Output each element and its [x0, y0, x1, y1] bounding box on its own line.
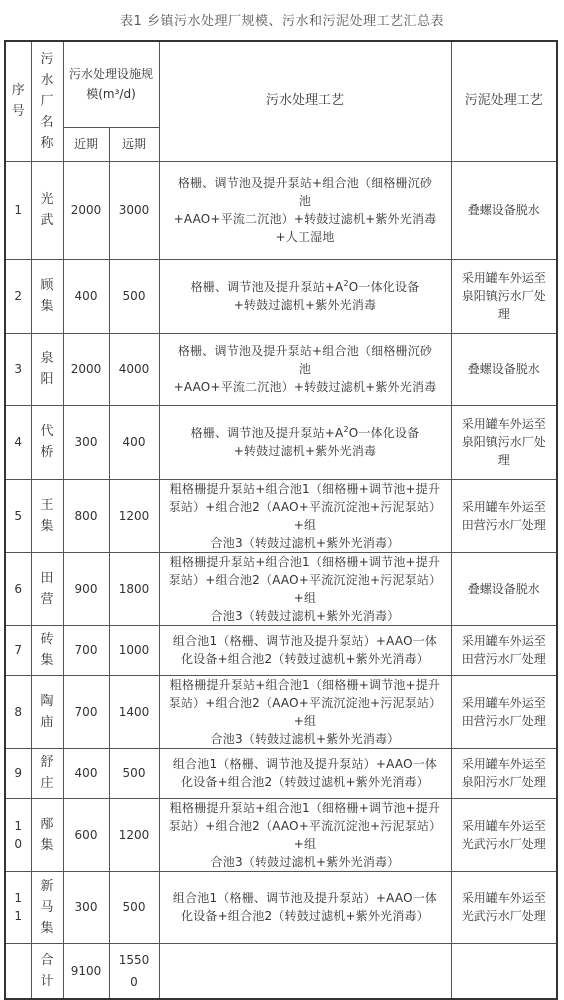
sewage-process: 组合池1（格栅、调节池及提升泵站）+AAO一体 化设备+组合池2（转鼓过滤机+紫外光消毒）: [159, 748, 451, 798]
sludge-process: 采用罐车外运至 田营污水厂处理: [451, 625, 557, 675]
row-number: 7: [5, 625, 31, 675]
table-row: [5, 871, 557, 943]
row-number: 3: [5, 333, 31, 405]
near-term-scale: 2000: [63, 333, 109, 405]
sewage-process: 粗格栅提升泵站+组合池1（细格栅+调节池+提升 泵站）+组合池2（AAO+平流沉淀池+污泥泵站）+组 合池3（转鼓过滤机+紫外光消毒）: [159, 798, 451, 871]
near-term-scale: 400: [63, 259, 109, 333]
far-term-scale: 1000: [109, 625, 159, 675]
header-near-term: 近期: [63, 127, 109, 161]
total-far-term: 15500: [109, 943, 159, 999]
far-term-scale: 1800: [109, 552, 159, 625]
sewage-process: 格栅、调节池及提升泵站$+A^2O$一体化设备 +转鼓过滤机+紫外光消毒: [159, 259, 451, 333]
table-row: [5, 259, 557, 333]
plant-name: 泉 阳: [31, 333, 63, 405]
near-term-scale: 400: [63, 748, 109, 798]
sludge-process: 采用罐车外运至 田营污水厂处理: [451, 675, 557, 748]
row-number: 9: [5, 748, 31, 798]
sludge-process: 采用罐车外运至 田营污水厂处理: [451, 479, 557, 552]
plant-name: 王 集: [31, 479, 63, 552]
table-row: [5, 625, 557, 675]
plant-name: 田 营: [31, 552, 63, 625]
sewage-process: 格栅、调节池及提升泵站$+A^2O$一体化设备 +转鼓过滤机+紫外光消毒: [159, 405, 451, 479]
near-term-scale: 900: [63, 552, 109, 625]
total-empty-sludge: [451, 943, 557, 999]
far-term-scale: 400: [109, 405, 159, 479]
far-term-scale: 500: [109, 871, 159, 943]
sludge-process: 采用罐车外运至 泉阳污水厂处理: [451, 748, 557, 798]
row-number: 6: [5, 552, 31, 625]
total-label: 合 计: [31, 943, 63, 999]
header-scale: [63, 41, 159, 127]
total-empty-sewage: [159, 943, 451, 999]
header-sludge-process: 污泥处理工艺: [451, 41, 557, 161]
near-term-scale: 300: [63, 405, 109, 479]
header-no: 序 号: [5, 41, 31, 161]
sludge-process: 采用罐车外运至 光武污水厂处理: [451, 798, 557, 871]
row-number: 1: [5, 161, 31, 259]
near-term-scale: 800: [63, 479, 109, 552]
total-empty-no: [5, 943, 31, 999]
sewage-process: 粗格栅提升泵站+组合池1（细格栅+调节池+提升 泵站）+组合池2（AAO+平流沉淀池+污泥泵站）+组 合池3（转鼓过滤机+紫外光消毒）: [159, 552, 451, 625]
far-term-scale: 4000: [109, 333, 159, 405]
plant-name: 代 桥: [31, 405, 63, 479]
sludge-process: 叠螺设备脱水: [451, 161, 557, 259]
plant-name: 陶 庙: [31, 675, 63, 748]
far-term-scale: 1200: [109, 479, 159, 552]
table-row: [5, 748, 557, 798]
far-term-scale: 500: [109, 748, 159, 798]
row-number: 4: [5, 405, 31, 479]
header-scale-label: 污水处理设施规模(m³/d): [68, 67, 153, 102]
sludge-process: 叠螺设备脱水: [451, 333, 557, 405]
sewage-process: 格栅、调节池及提升泵站+组合池（细格栅沉砂 池 +AAO+平流二沉池）+转鼓过滤机+紫外光消毒 +人工湿地: [159, 161, 451, 259]
table-row: [5, 479, 557, 552]
plant-name: 舒 庄: [31, 748, 63, 798]
sludge-process: 采用罐车外运至 光武污水厂处理: [451, 871, 557, 943]
near-term-scale: 700: [63, 675, 109, 748]
sewage-process: 组合池1（格栅、调节池及提升泵站）+AAO一体 化设备+组合池2（转鼓过滤机+紫外光消毒）: [159, 871, 451, 943]
far-term-scale: 1400: [109, 675, 159, 748]
sewage-process: 粗格栅提升泵站+组合池1（细格栅+调节池+提升 泵站）+组合池2（AAO+平流沉淀池+污泥泵站）+组 合池3（转鼓过滤机+紫外光消毒）: [159, 675, 451, 748]
row-number: 1 1: [5, 871, 31, 943]
table-row: [5, 675, 557, 748]
near-term-scale: 2000: [63, 161, 109, 259]
far-term-scale: 1200: [109, 798, 159, 871]
summary-table: [4, 40, 558, 1000]
plant-name: 砖 集: [31, 625, 63, 675]
table-row: [5, 333, 557, 405]
total-row: [5, 943, 557, 999]
plant-name: 顾 集: [31, 259, 63, 333]
near-term-scale: 600: [63, 798, 109, 871]
plant-name: 邴 集: [31, 798, 63, 871]
row-number: 2: [5, 259, 31, 333]
table-row: [5, 405, 557, 479]
near-term-scale: 300: [63, 871, 109, 943]
near-term-scale: 700: [63, 625, 109, 675]
plant-name: 新 马 集: [31, 871, 63, 943]
sludge-process: 叠螺设备脱水: [451, 552, 557, 625]
header-plant-name: 污 水 厂 名 称: [31, 41, 63, 161]
table-row: [5, 161, 557, 259]
sewage-process: 组合池1（格栅、调节池及提升泵站）+AAO一体 化设备+组合池2（转鼓过滤机+紫外光消毒）: [159, 625, 451, 675]
total-near-term: 9100: [63, 943, 109, 999]
far-term-scale: 500: [109, 259, 159, 333]
sewage-process: 格栅、调节池及提升泵站+组合池（细格栅沉砂 池 +AAO+平流二沉池）+转鼓过滤机+紫外光消毒: [159, 333, 451, 405]
table-row: [5, 798, 557, 871]
sludge-process: 采用罐车外运至 泉阳镇污水厂处 理: [451, 259, 557, 333]
table-caption: 表1 乡镇污水处理厂规模、污水和污泥处理工艺汇总表: [120, 14, 444, 29]
far-term-scale: 3000: [109, 161, 159, 259]
row-number: 1 0: [5, 798, 31, 871]
header-sewage-process: 污水处理工艺: [159, 41, 451, 161]
row-number: 5: [5, 479, 31, 552]
sludge-process: 采用罐车外运至 泉阳镇污水厂处 理: [451, 405, 557, 479]
header-far-term: 远期: [109, 127, 159, 161]
sewage-process: 粗格栅提升泵站+组合池1（细格栅+调节池+提升 泵站）+组合池2（AAO+平流沉淀池+污泥泵站）+组 合池3（转鼓过滤机+紫外光消毒）: [159, 479, 451, 552]
row-number: 8: [5, 675, 31, 748]
plant-name: 光 武: [31, 161, 63, 259]
table-row: [5, 552, 557, 625]
